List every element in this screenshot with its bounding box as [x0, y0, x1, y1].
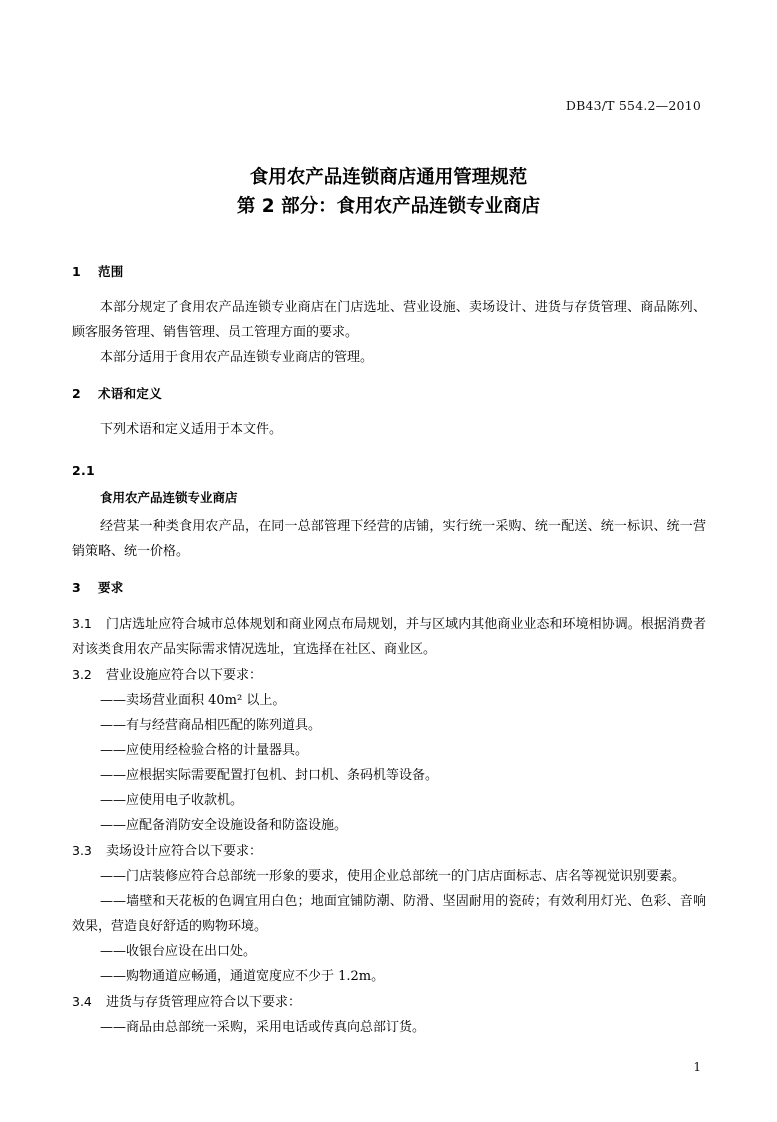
clause-3-3: [72, 838, 706, 864]
clause-3-1: [72, 611, 706, 662]
list-item: ——卖场营业面积 40m² 以上。: [100, 693, 286, 708]
section-2-paragraph-1: 下列术语和定义适用于本文件。: [100, 422, 283, 437]
section-3-title: 要求: [98, 580, 124, 595]
list-item: ——应使用电子收款机。: [100, 793, 244, 808]
clause-3-1-number: 3.1: [72, 616, 92, 631]
clause-3-3-text: 卖场设计应符合以下要求：: [106, 844, 263, 859]
section-1-number: 1: [72, 264, 81, 279]
list-item: ——应根据实际需要配置打包机、封口机、条码机等设备。: [100, 768, 439, 783]
clause-3-4-number: 3.4: [72, 994, 92, 1009]
list-item: ——收银台应设在出口处。: [100, 944, 257, 959]
section-2-title: 术语和定义: [98, 386, 163, 401]
clause-3-3-number: 3.3: [72, 843, 92, 858]
standard-code-header: DB43/T 554.2—2010: [565, 98, 701, 113]
list-item: ——应配备消防安全设施设备和防盗设施。: [100, 818, 348, 833]
clause-3-4-text: 进货与存货管理应符合以下要求：: [106, 995, 302, 1010]
section-1-paragraph-1: 本部分规定了食用农产品连锁专业商店在门店选址、营业设施、卖场设计、进货与存货管理、商品陈列、顾客服务管理、销售管理、员工管理方面的要求。: [72, 300, 706, 340]
list-item: ——应使用经检验合格的计量器具。: [100, 743, 309, 758]
clause-3-2-number: 3.2: [72, 667, 92, 682]
list-item: ——门店装修应符合总部统一形象的要求，使用企业总部统一的门店店面标志、店名等视觉识别要素。: [100, 869, 686, 884]
clause-3-2: [72, 662, 706, 688]
term-definition: 经营某一种类食用农产品，在同一总部管理下经营的店铺，实行统一采购、统一配送、统一标识、统一营销策略、统一价格。: [72, 519, 706, 559]
term-name: 食用农产品连锁专业商店: [100, 490, 238, 505]
list-item: ——购物通道应畅通，通道宽度应不少于 1.2m。: [100, 969, 385, 984]
list-item: ——商品由总部统一采购，采用电话或传真向总部订货。: [100, 1020, 426, 1035]
clause-3-1-text: 门店选址应符合城市总体规划和商业网点布局规划，并与区域内其他商业业态和环境相协调。根据消费者对该类食用农产品实际需求情况选址，宜选择在社区、商业区。: [72, 617, 706, 657]
title-line-1: 食用农产品连锁商店通用管理规范: [249, 167, 528, 188]
document-body: [72, 248, 706, 1040]
section-1-heading: [72, 262, 706, 280]
section-1-title: 范围: [98, 264, 124, 279]
section-2-heading: [72, 384, 706, 402]
clause-3-4: [72, 989, 706, 1015]
list-item: ——有与经营商品相匹配的陈列道具。: [100, 718, 322, 733]
clause-3-2-text: 营业设施应符合以下要求：: [106, 668, 263, 683]
section-3-heading: [72, 578, 706, 596]
list-item: ——墙壁和天花板的色调宜用白色；地面宜铺防潮、防滑、坚固耐用的瓷砖；有效利用灯光、色彩、音响效果，营造良好舒适的购物环境。: [72, 894, 706, 934]
title-line-2: 第 2 部分：食用农产品连锁专业商店: [236, 196, 541, 217]
clause-2-1-number: 2.1: [72, 463, 96, 478]
section-2-number: 2: [72, 386, 81, 401]
section-1-paragraph-2: 本部分适用于食用农产品连锁专业商店的管理。: [100, 350, 374, 365]
page-number: 1: [693, 1060, 701, 1074]
page-title: [0, 163, 777, 221]
section-3-number: 3: [72, 580, 81, 595]
